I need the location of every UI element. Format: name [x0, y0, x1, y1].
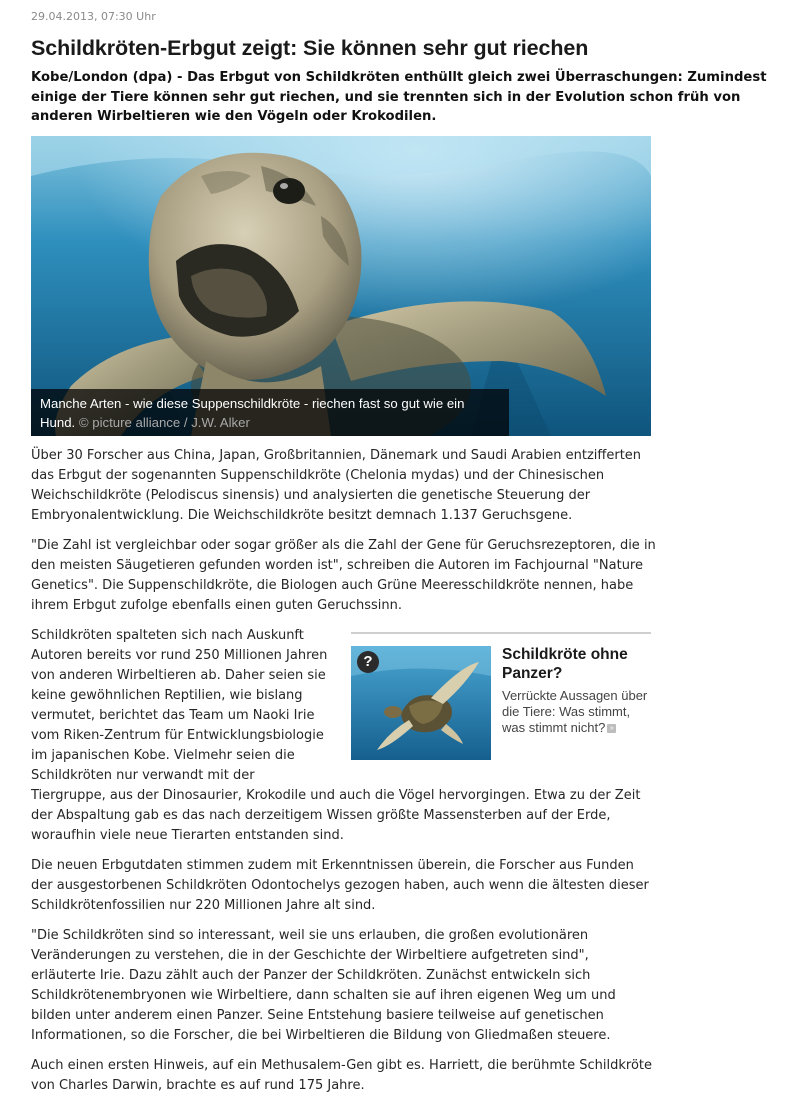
article-headline: Schildkröten-Erbgut zeigt: Sie können sehr gut riechen	[31, 36, 589, 60]
image-caption-text: Manche Arten - wie diese Suppenschildkröte - riechen fast so gut wie ein Hund.	[40, 396, 465, 430]
related-teaser[interactable]	[351, 632, 651, 762]
article-paragraph-6: Auch einen ersten Hinweis, auf ein Methusalem-Gen gibt es. Harriett, die berühmte Schildkröte von Charles Darwin, brachte es auf rund 175 Jahre.	[31, 1058, 653, 1093]
article-dateline: 29.04.2013, 07:30 Uhr	[31, 10, 156, 23]
teaser-title[interactable]: Schildkröte ohne Panzer?	[502, 646, 628, 682]
hero-image	[31, 136, 651, 436]
article-paragraph-4: Die neuen Erbgutdaten stimmen zudem mit Erkenntnissen überein, die Forscher aus Funden der ausgestorbenen Schildkröten Odontochelys gezogen haben, auch wenn die ältesten dieser Schildkrötenfossilien nur 220 Millionen Jahre alt sind.	[31, 858, 649, 913]
question-mark-icon: ?	[357, 651, 379, 673]
image-credit: © picture alliance / J.W. Alker	[78, 415, 250, 430]
article-paragraph-5: "Die Schildkröten sind so interessant, weil sie uns erlauben, die großen evolutionären Veränderungen zu verstehen, die in der Geschichte der Wirbeltiere aufgetreten sind", erläuterte Irie. Dazu zählt auch der Panzer der Schildkröten. Zunächst entwickeln sich Schildkrötenembryonen wie Wirbeltiere, dann schalten sie auf ihren eigenen Weg um und bilden unter anderem einen Panzer. Seine Entstehung basiere teilweise auf genetischen Informationen, so die Forscher, die bei Wirbeltieren die Bildung von Gliedmaßen steuere.	[31, 928, 616, 1043]
article-paragraph-3: Schildkröten spalteten sich nach Auskunft Autoren bereits vor rund 250 Millionen Jahren von anderen Wirbeltieren ab. Daher seien sie keine gewöhnlichen Reptilien, wie bislang vermutet, berichtet das Team um Naoki Irie vom Riken-Zentrum für Entwicklungsbiologie im japanischen Kobe. Vielmehr seien die Schildkröten nur verwandt mit der	[31, 628, 328, 783]
double-chevron-right-icon[interactable]: »	[607, 724, 616, 733]
image-caption	[31, 389, 509, 436]
article-paragraph-2: "Die Zahl ist vergleichbar oder sogar größer als die Zahl der Gene für Geruchsrezeptoren, die in den meisten Säugetieren gefunden worden ist", schreiben die Autoren im Fachjournal "Nature Genetics". Die Suppenschildkröte, die Biologen auch Grüne Meeresschildkröte nennen, habe ihrem Erbgut zufolge ebenfalls einen guten Geruchssinn.	[31, 538, 656, 613]
teaser-description[interactable]	[502, 688, 652, 736]
article-paragraph-1: Über 30 Forscher aus China, Japan, Großbritannien, Dänemark und Saudi Arabien entzifferten das Erbgut der sogenannten Suppenschildkröte (Chelonia mydas) und der Chinesischen Weichschildkröte (Pelodiscus sinensis) und analysierten die genetische Steuerung der Embryonalentwicklung. Die Weichschildkröte besitzt demnach 1.137 Geruchsgene.	[31, 448, 642, 523]
teaser-description-text[interactable]: Verrückte Aussagen über die Tiere: Was stimmt, was stimmt nicht?	[502, 688, 648, 735]
article-paragraph-3-continued: Tiergruppe, aus der Dinosaurier, Krokodile und auch die Vögel hervorgingen. Etwa zu der Zeit der Abspaltung gab es das nach derzeitigem Wissen größte Massensterben auf der Erde, woraufhin viele neue Tierarten entstanden sind.	[31, 788, 641, 843]
teaser-image[interactable]	[351, 646, 491, 760]
article-lead: Kobe/London (dpa) - Das Erbgut von Schildkröten enthüllt gleich zwei Überraschungen: Zumindest einige der Tiere können sehr gut riechen, und sie trennten sich in der Evolution schon früh von anderen Wirbeltieren wie den Vögeln oder Krokodilen.	[31, 70, 767, 124]
